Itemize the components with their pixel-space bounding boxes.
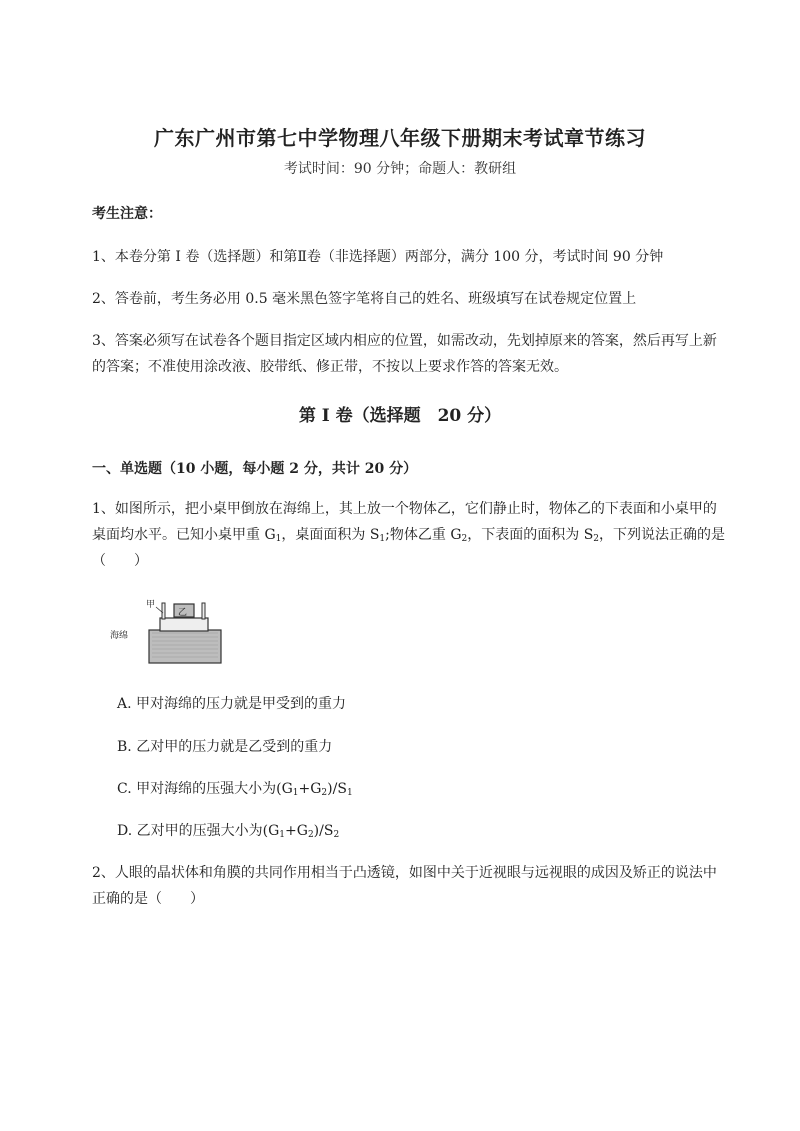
q1-option-c-sub-1: 1 (292, 788, 299, 798)
q1-text-d: ，下表面的面积为 S (467, 527, 594, 543)
q1-option-c-text: C. 甲对海绵的压强大小为(G (117, 781, 293, 797)
notice-item-2: 2、答卷前，考生务必用 0.5 毫米黑色签字笔将自己的姓名、班级填写在试卷规定位置上 (92, 291, 637, 307)
q1-option-b[interactable]: B. 乙对甲的压力就是乙受到的重力 (117, 739, 333, 755)
notice-item-3: 3、答案必须写在试卷各个题目指定区域内相应的位置，如需改动，先划掉原来的答案，然后再写上新 (92, 333, 717, 349)
label-yi: 乙 (178, 608, 188, 618)
q1-option-c-sub-2: 2 (321, 788, 328, 798)
q2-line-2: 正确的是（ ） (92, 891, 204, 907)
q1-option-d-mid: +G (285, 823, 308, 839)
label-jia: 甲 (146, 600, 156, 610)
table-leg-right (202, 603, 205, 619)
q2-line-1: 2、人眼的晶状体和角膜的共同作用相当于凸透镜，如图中关于近视眼与远视眼的成因及矫正的说法中 (92, 865, 717, 881)
table-sponge-figure (110, 595, 230, 667)
notice-item-1: 1、本卷分第 I 卷（选择题）和第Ⅱ卷（非选择题）两部分，满分 100 分，考试时间 90 分钟 (92, 249, 664, 265)
q1-option-d-text: D. 乙对甲的压强大小为(G (117, 823, 280, 839)
exam-subtitle: 考试时间：90 分钟；命题人：教研组 (283, 161, 517, 177)
q1-option-c[interactable] (117, 778, 353, 798)
exam-title: 广东广州市第七中学物理八年级下册期末考试章节练习 (154, 126, 646, 150)
q1-option-c-end: )/S (327, 781, 347, 797)
q1-option-a[interactable]: A. 甲对海绵的压力就是甲受到的重力 (117, 696, 347, 712)
q1-option-d[interactable] (117, 820, 339, 840)
table-top (160, 618, 208, 631)
q1-option-d-sub-1: 1 (279, 830, 286, 840)
section-title: 第 I 卷（选择题 20 分） (298, 406, 502, 426)
q1-option-c-mid: +G (298, 781, 322, 797)
q1-sub-2: 1 (379, 534, 386, 544)
notice-heading: 考生注意： (92, 206, 162, 222)
sponge-block (149, 630, 221, 663)
q1-text-e: ，下列说法正确的是 (599, 527, 726, 543)
q1-text-c: ;物体乙重 G (385, 527, 462, 543)
q1-line-2 (92, 524, 725, 544)
q1-option-d-sub-3: 2 (333, 830, 340, 840)
notice-item-3-cont: 的答案；不准使用涂改液、胶带纸、修正带，不按以上要求作答的答案无效。 (92, 359, 568, 375)
q1-text-a: 桌面均水平。已知小桌甲重 G (92, 527, 276, 543)
part-heading: 一、单选题（10 小题，每小题 2 分，共计 20 分） (92, 461, 418, 477)
q1-option-c-sub-3: 1 (346, 788, 353, 798)
q1-text-b: ，桌面面积为 S (281, 527, 380, 543)
q1-sub-4: 2 (593, 534, 600, 544)
q1-option-d-sub-2: 2 (307, 830, 314, 840)
table-leg-left (162, 603, 165, 619)
q1-sub-1: 1 (275, 534, 282, 544)
label-sponge: 海绵 (110, 631, 129, 641)
q1-option-d-end: )/S (313, 823, 334, 839)
q1-line-1: 1、如图所示，把小桌甲倒放在海绵上，其上放一个物体乙，它们静止时，物体乙的下表面和小桌甲的 (92, 501, 717, 517)
q1-sub-3: 2 (461, 534, 468, 544)
q1-line-3: （ ） (92, 553, 148, 569)
